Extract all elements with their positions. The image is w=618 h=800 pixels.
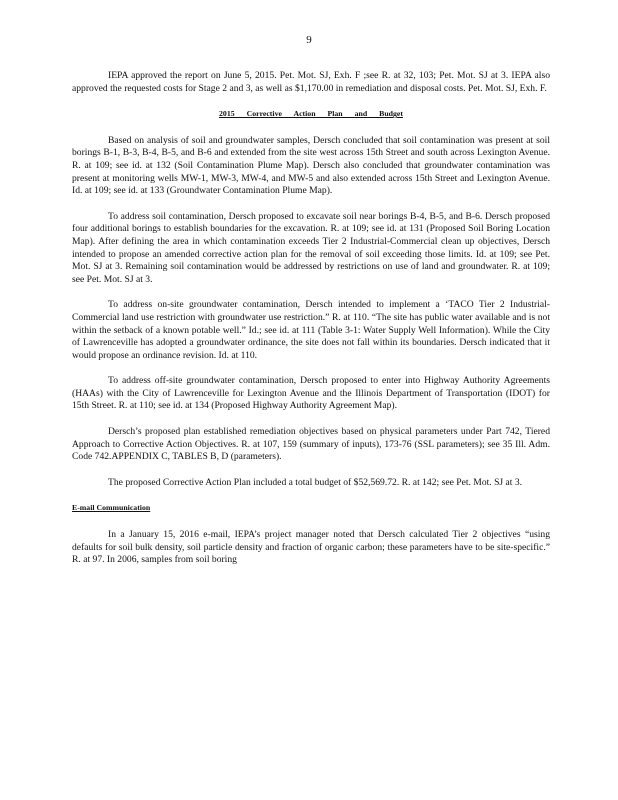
paragraph-remediation-objectives: Dersch’s proposed plan established remediation objectives based on physical parameters under Part 742, Tiered Approach to Corrective Action Objectives. R. at 107, 159 (summary of inputs), 173-76 (SSL parameters); see 35 Ill. Adm. Code 742.APPENDIX C, TABLES B, D (parameters).: [72, 426, 550, 463]
paragraph-budget: The proposed Corrective Action Plan included a total budget of $52,569.72. R. at 142; see Pet. Mot. SJ at 3.: [108, 476, 523, 488]
paragraph-iepa-approval: IEPA approved the report on June 5, 2015. Pet. Mot. SJ, Exh. F ;see R. at 32, 103; Pet. Mot. SJ at 3. IEPA also approved the requested costs for Stage 2 and 3, as well as $1,170.00 in remediation and disposal costs. Pet. Mot. SJ, Exh. F.: [72, 70, 550, 94]
paragraph-email: In a January 15, 2016 e-mail, IEPA’s project manager noted that Dersch calculated Tier 2 objectives “using defaults for soil bulk density, soil particle density and fraction of organic carbon; these parameters have to be site-specific.” R. at 97. In 2006, samples from soil boring: [72, 529, 550, 566]
paragraph-offsite-groundwater: To address off-site groundwater contamination, Dersch proposed to enter into Highway Authority Agreements (HAAs) with the City of Lawrenceville for Lexington Avenue and the Illinois Department of Transportation (IDOT) for 15th Street. R. at 110; see id. at 134 (Proposed Highway Authority Agreement Map).: [72, 375, 550, 412]
section-heading-corrective-action-plan: [72, 108, 550, 121]
paragraph-onsite-groundwater: To address on-site groundwater contamination, Dersch intended to implement a ‘TACO Tier 2 Industrial-Commercial land use restriction with groundwater use restriction.” R. at 110. “The site has public water available and is not within the setback of a known potable well.” Id.; see id. at 111 (Table 3-1: Water Supply Well Information). While the City of Lawrenceville has adopted a groundwater ordinance, the site does not fall within its boundaries. Dersch indicated that it would propose an ordinance revision. Id. at 110.: [72, 299, 550, 361]
section-heading-email-communication: [72, 502, 550, 515]
document-body: [72, 70, 550, 580]
paragraph-soil-contamination: To address soil contamination, Dersch proposed to excavate soil near borings B-4, B-5, and B-6. Dersch proposed four additional borings to establish boundaries for the excavation. R. at 109; see id. at 131 (Proposed Soil Boring Location Map). After defining the area in which contamination exceeds Tier 2 Industrial-Commercial clean up objectives, Dersch intended to propose an amended corrective action plan for the removal of soil exceeding those limits. Id. at 109; see Pet. Mot. SJ at 3. Remaining soil contamination would be addressed by restrictions on use of land and groundwater. R. at 109; see Pet. Mot. SJ at 3.: [72, 210, 550, 285]
paragraph-soil-groundwater-analysis: Based on analysis of soil and groundwater samples, Dersch concluded that soil contamination was present at soil borings B-1, B-3, B-4, B-5, and B-6 and extended from the site west across 15th Street and south across Lexington Avenue. R. at 109; see id. at 132 (Soil Contamination Plume Map). Dersch also concluded that groundwater contamination was present at monitoring wells MW-1, MW-3, MW-4, and MW-5 and also extended across 15th Street and Lexington Avenue. Id. at 109; see id. at 133 (Groundwater Contamination Plume Map).: [72, 134, 550, 197]
section-heading-text: 2015 Corrective Action Plan and Budget: [219, 109, 403, 119]
section-heading-text: E-mail Communication: [72, 503, 151, 513]
page-number: 9: [306, 34, 312, 46]
